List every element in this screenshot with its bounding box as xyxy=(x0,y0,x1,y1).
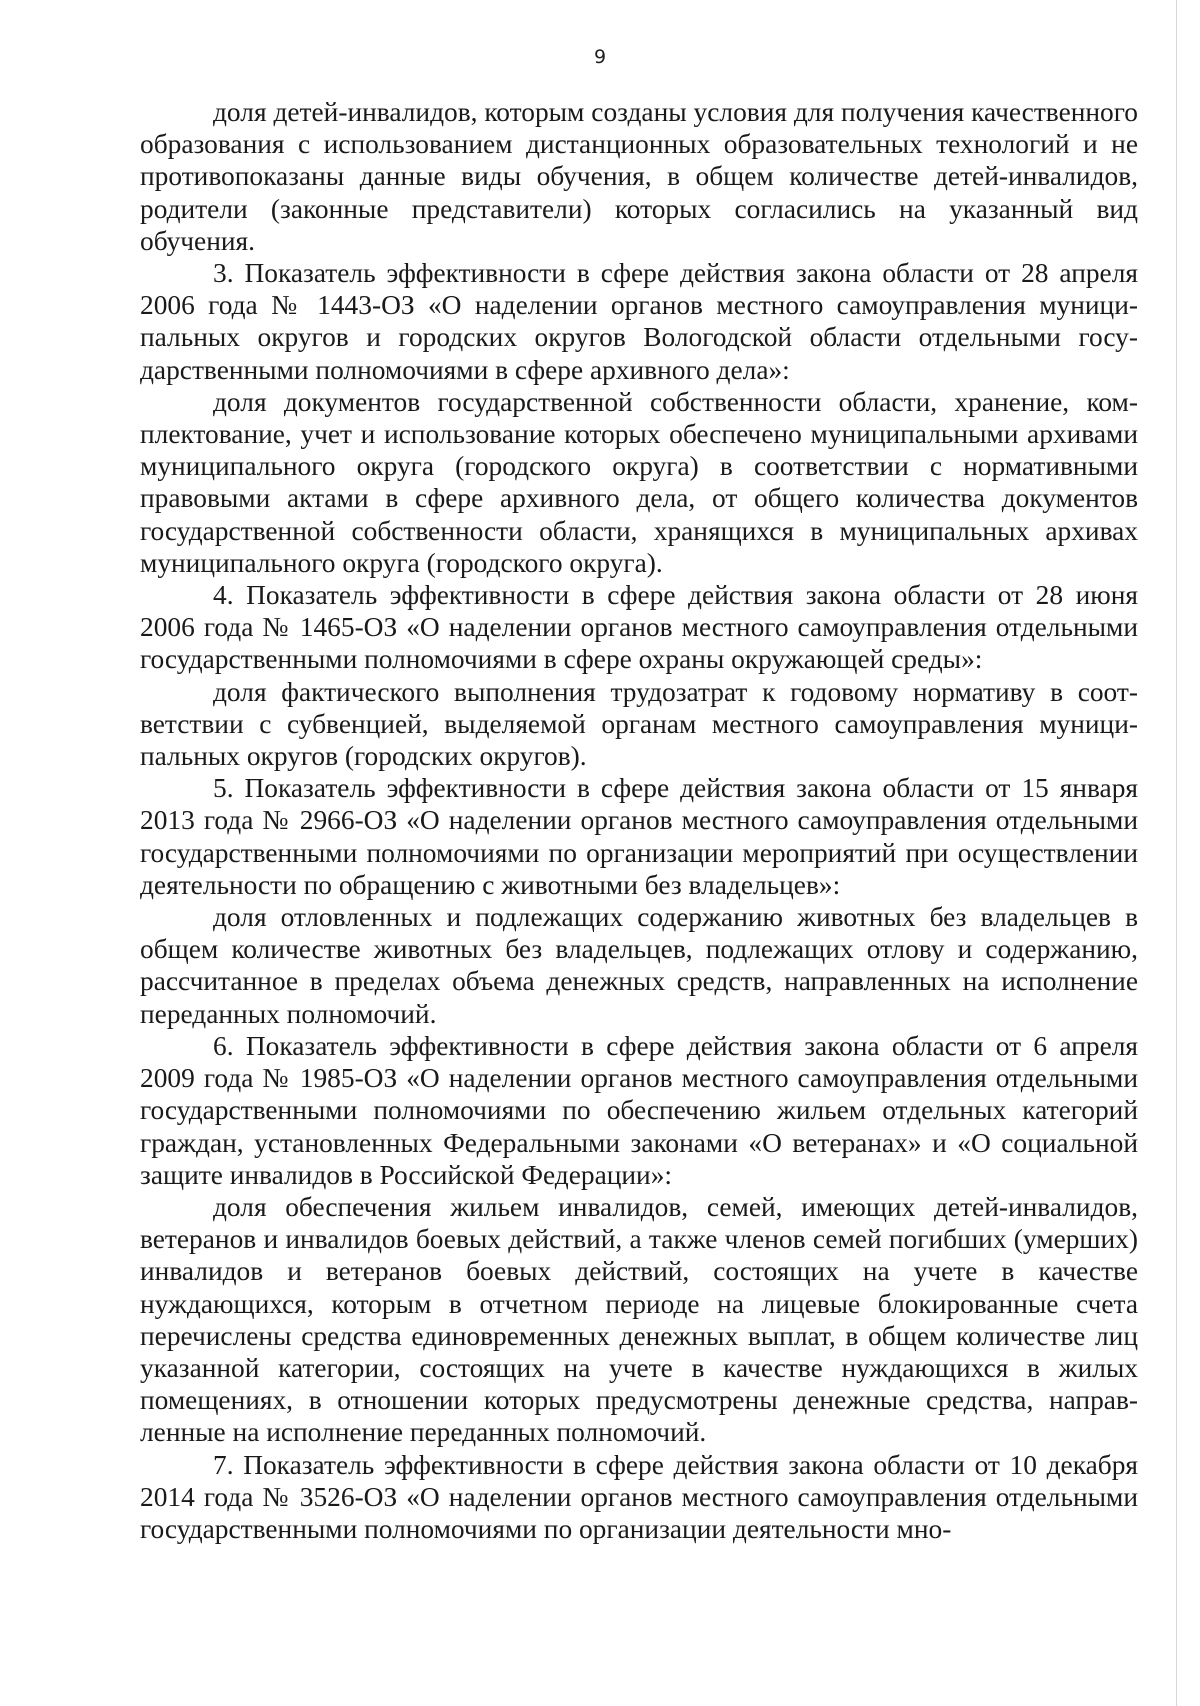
paragraph-7: доля отловленных и подлежащих содержанию животных без владельцев в общем количестве животных без владельцев, подлежащих отлову и содержанию, рассчитанное в пределах объема денежных средств, направленных на исполнение переданных полномочий. xyxy=(140,902,1138,1029)
page-number: 9 xyxy=(593,46,607,68)
paragraph-1: доля детей-инвалидов, которым созданы условия для получения качественного образования с использованием дистанционных образовательных технологий и не противопоказаны данные виды обучения, в общем количестве детей-инвалидов, родители (законные представители) которых согласились на указанный вид обучения. xyxy=(140,97,1138,256)
paragraph-4: 4. Показатель эффективности в сфере действия закона области от 28 июня 2006 года № 1465-ОЗ «О наделении органов местного самоуправления отдельными государственными полномочиями в сфере охраны окружающей среды»: xyxy=(140,580,1138,675)
paragraph-3: доля документов государственной собственности области, хранение, комплектование, учет и использование которых обеспечено муниципальными архивами муниципального округа (городского округа) в соответствии с нормативными правовыми актами в сфере архивного дела, от общего количества документов государственной собственности области, хранящихся в муниципальных архивах муниципального округа (городского округа). xyxy=(140,386,1138,578)
scan-edge-line xyxy=(1176,0,1177,1706)
paragraph-9: доля обеспечения жильем инвалидов, семей, имеющих детей-инвалидов, ветеранов и инвалидов боевых действий, а также членов семей погибших (умерших) инвалидов и ветеранов боевых действий, состоящих на учете в качестве нуждающихся, которым в отчетном периоде на лицевые блокированные счета перечислены средства единовременных денежных выплат, в общем количестве лиц указанной категории, состоящих на учете в качестве нуждающихся в жилых помещениях, в отношении которых предусмотрены денежные средства, направленные на исполнение переданных полномочий. xyxy=(140,1191,1138,1448)
paragraph-2: 3. Показатель эффективности в сфере действия закона области от 28 апреля 2006 года № 1443-ОЗ «О наделении органов местного самоуправления муниципальных округов и городских округов Вологодской области отдельными государственными полномочиями в сфере архивного дела»: xyxy=(140,258,1138,385)
paragraph-5: доля фактического выполнения трудозатрат к годовому нормативу в соответствии с субвенцией, выделяемой органам местного самоуправления муниципальных округов (городских округов). xyxy=(140,676,1138,772)
paragraph-10: 7. Показатель эффективности в сфере действия закона области от 10 декабря 2014 года № 3526-ОЗ «О наделении органов местного самоуправления отдельными государственными полномочиями по организации деятельности мно- xyxy=(140,1449,1138,1544)
paragraph-6: 5. Показатель эффективности в сфере действия закона области от 15 января 2013 года № 2966-ОЗ «О наделении органов местного самоуправления отдельными государственными полномочиями по организации мероприятий при осуществлении деятельности по обращению с животными без владельцев»: xyxy=(140,773,1138,900)
document-body xyxy=(140,96,1138,1545)
paragraph-8: 6. Показатель эффективности в сфере действия закона области от 6 апреля 2009 года № 1985-ОЗ «О наделении органов местного самоуправления отдельными государственными полномочиями по обеспечению жильем отдельных категорий граждан, установленных Федеральными законами «О ветеранах» и «О социальной защите инвалидов в Российской Федерации»: xyxy=(140,1030,1138,1190)
